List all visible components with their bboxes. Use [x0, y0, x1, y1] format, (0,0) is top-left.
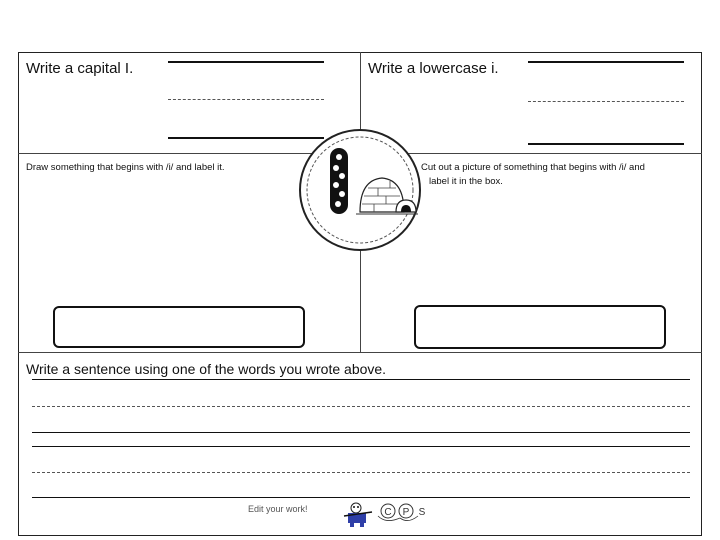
sentence-line-2-top[interactable]	[32, 446, 690, 447]
capital-i-prompt: Write a capital I.	[26, 60, 134, 77]
checklist-letter-c: C	[384, 507, 392, 518]
sentence-line-2-base[interactable]	[32, 497, 690, 498]
capital-i-mid-line[interactable]	[168, 99, 324, 100]
sentence-prompt: Write a sentence using one of the words you wrote above.	[26, 361, 387, 377]
capital-i-top-line[interactable]	[168, 61, 324, 63]
checklist-s-icon	[419, 507, 426, 518]
checklist-c-icon	[381, 504, 395, 518]
sentence-line-1-base[interactable]	[32, 432, 690, 433]
cut-out-prompt-line-1: Cut out a picture of something that begins with /i/ and	[421, 162, 645, 173]
checklist-p-icon	[399, 504, 413, 518]
sentence-section-divider	[18, 352, 702, 353]
sentence-line-1-top[interactable]	[32, 379, 690, 380]
draw-prompt: Draw something that begins with /i/ and label it.	[26, 162, 225, 173]
letter-i-igloo-medallion	[298, 128, 422, 252]
lowercase-i-top-line[interactable]	[528, 61, 684, 63]
editor-character-icon	[344, 503, 372, 527]
lowercase-i-base-line[interactable]	[528, 143, 684, 145]
draw-label-box[interactable]	[53, 306, 305, 348]
sentence-line-2-mid[interactable]	[32, 472, 690, 473]
lowercase-i-mid-line[interactable]	[528, 101, 684, 102]
cut-out-label-box[interactable]	[414, 305, 666, 349]
cut-out-prompt-line-2: label it in the box.	[429, 176, 503, 187]
igloo-letter-art	[298, 128, 422, 252]
sentence-line-1-mid[interactable]	[32, 406, 690, 407]
checklist-letter-s: S	[418, 507, 426, 518]
edit-checklist-graphic	[342, 500, 438, 533]
edit-your-work-text: Edit your work!	[248, 504, 308, 514]
checklist-letter-p: P	[402, 507, 410, 518]
lowercase-i-prompt: Write a lowercase i.	[368, 60, 499, 77]
